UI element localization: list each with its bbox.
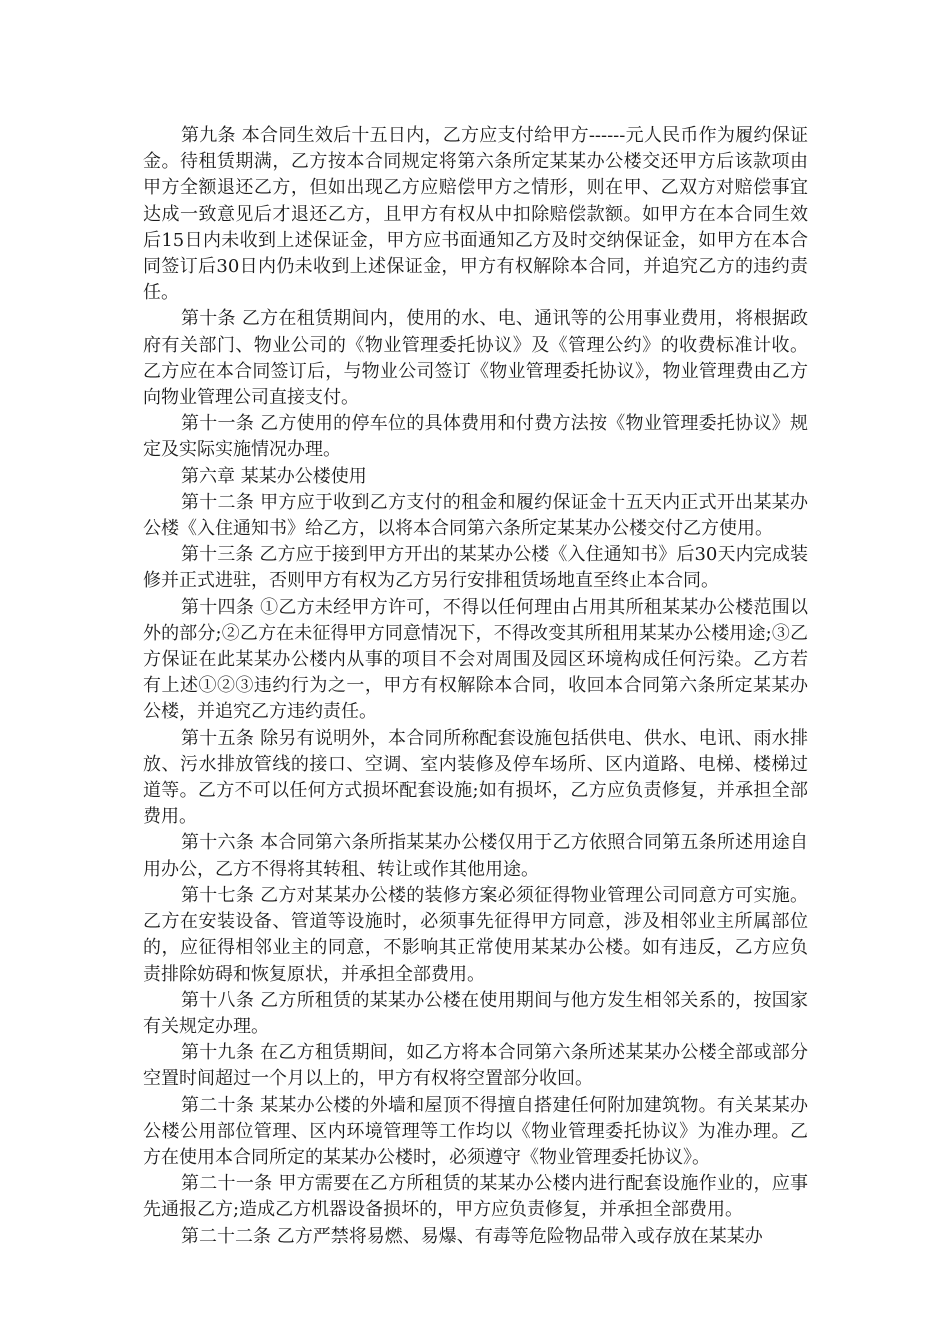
clause-20-paragraph: 第二十条 某某办公楼的外墙和屋顶不得擅自搭建任何附加建筑物。有关某某办公楼公用部位管理、区内环境管理等工作均以《物业管理委托协议》为准办理。乙方在使用本合同所定的某某办公楼时，必须遵守《物业管理委托协议》。 <box>143 1094 808 1168</box>
clause-21-paragraph: 第二十一条 甲方需要在乙方所租赁的某某办公楼内进行配套设施作业的，应事先通报乙方;造成乙方机器设备损坏的，甲方应负责修复，并承担全部费用。 <box>143 1173 808 1221</box>
clause-14-paragraph: 第十四条 ①乙方未经甲方许可，不得以任何理由占用其所租某某办公楼范围以外的部分;②乙方在未征得甲方同意情况下，不得改变其所租用某某办公楼用途;③乙方保证在此某某办公楼内从事的项目不会对周围及园区环境构成任何污染。乙方若有上述①②③违约行为之一，甲方有权解除本合同，收回本合同第六条所定某某办公楼，并追究乙方违约责任。 <box>143 596 808 723</box>
clause-10-paragraph: 第十条 乙方在租赁期间内，使用的水、电、通讯等的公用事业费用，将根据政府有关部门、物业公司的《物业管理委托协议》及《管理公约》的收费标准计收。乙方应在本合同签订后，与物业公司签订《物业管理委托协议》，物业管理费由乙方向物业管理公司直接支付。 <box>143 308 808 409</box>
clause-15-paragraph: 第十五条 除另有说明外，本合同所称配套设施包括供电、供水、电讯、雨水排放、污水排放管线的接口、空调、室内装修及停车场所、区内道路、电梯、楼梯过道等。乙方不可以任何方式损坏配套设施;如有损坏，乙方应负责修复，并承担全部费用。 <box>143 727 808 828</box>
clause-17-paragraph: 第十七条 乙方对某某办公楼的装修方案必须征得物业管理公司同意方可实施。乙方在安装设备、管道等设施时，必须事先征得甲方同意，涉及相邻业主所属部位的，应征得相邻业主的同意，不影响其正常使用某某办公楼。如有违反，乙方应负责排除妨碍和恢复原状，并承担全部费用。 <box>143 884 808 985</box>
document-body <box>143 123 808 1250</box>
clause-22-paragraph: 第二十二条 乙方严禁将易燃、易爆、有毒等危险物品带入或存放在某某办 <box>181 1225 763 1247</box>
clause-12-paragraph: 第十二条 甲方应于收到乙方支付的租金和履约保证金十五天内正式开出某某办公楼《入住通知书》给乙方，以将本合同第六条所定某某办公楼交付乙方使用。 <box>143 491 808 540</box>
clause-18-paragraph: 第十八条 乙方所租赁的某某办公楼在使用期间与他方发生相邻关系的，按国家有关规定办理。 <box>143 989 808 1037</box>
clause-9-paragraph: 第九条 本合同生效后十五日内，乙方应支付给甲方------元人民币作为履约保证金。待租赁期满，乙方按本合同规定将第六条所定某某办公楼交还甲方后该款项由甲方全额退还乙方，但如出现乙方应赔偿甲方之情形，则在甲、乙双方对赔偿事宜达成一致意见后才退还乙方，且甲方有权从中扣除赔偿款额。如甲方在本合同生效后15日内未收到上述保证金，甲方应书面通知乙方及时交纳保证金，如甲方在本合同签订后30日内仍未收到上述保证金，甲方有权解除本合同，并追究乙方的违约责任。 <box>143 125 808 304</box>
clause-16-paragraph: 第十六条 本合同第六条所指某某办公楼仅用于乙方依照合同第五条所述用途自用办公，乙方不得将其转租、转让或作其他用途。 <box>143 832 808 880</box>
clause-13-paragraph: 第十三条 乙方应于接到甲方开出的某某办公楼《入住通知书》后30天内完成装修并正式进驻，否则甲方有权为乙方另行安排租赁场地直至终止本合同。 <box>143 544 808 592</box>
chapter-6-heading: 第六章 某某办公楼使用 <box>181 465 367 487</box>
clause-11-paragraph: 第十一条 乙方使用的停车位的具体费用和付费方法按《物业管理委托协议》规定及实际实施情况办理。 <box>143 413 808 461</box>
clause-19-paragraph: 第十九条 在乙方租赁期间，如乙方将本合同第六条所述某某办公楼全部或部分空置时间超过一个月以上的，甲方有权将空置部分收回。 <box>143 1042 808 1090</box>
